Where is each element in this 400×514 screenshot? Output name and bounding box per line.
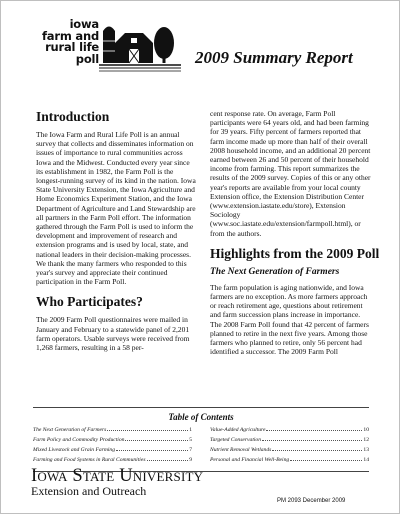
toc-entry-page: 12 <box>363 437 369 443</box>
next-generation-subheading: The Next Generation of Farmers <box>210 266 340 277</box>
highlights-heading: Highlights from the 2009 Poll <box>210 245 380 261</box>
toc-entry[interactable] <box>33 425 192 435</box>
toc-entry[interactable] <box>210 445 369 455</box>
toc-entry-label: Targeted Conservation <box>210 437 262 443</box>
logo-line-3: rural life <box>45 40 99 54</box>
toc-entry-page: 1 <box>189 427 192 433</box>
farm-poll-logo <box>33 19 183 89</box>
introduction-heading: Introduction <box>36 109 110 124</box>
toc-left-column <box>33 425 192 465</box>
toc-entry-label: Nutrient Removal Wetlands <box>210 447 272 453</box>
toc-entry-label: Personal and Financial Well-Being <box>210 457 290 463</box>
toc-entry-page: 10 <box>363 427 369 433</box>
right-column <box>210 109 380 357</box>
university-wordmark: Iowa State University <box>31 466 204 486</box>
toc-entry-page: 7 <box>189 447 192 453</box>
logo-line-4: poll <box>75 51 99 66</box>
toc-entry-label: The Next Generation of Farmers <box>33 427 107 433</box>
toc-entry[interactable] <box>210 435 369 445</box>
extension-unit: Extension and Outreach <box>31 484 147 498</box>
toc-entry-label: Farming and Food Systems in Rural Communities <box>33 457 146 463</box>
logo-text <box>33 19 99 65</box>
toc-entry[interactable] <box>33 445 192 455</box>
toc-entry-label: Value-Added Agriculture <box>210 427 266 433</box>
footer <box>31 467 371 498</box>
left-column <box>36 109 196 352</box>
barn-silo-icon <box>99 21 181 73</box>
next-generation-text: The farm population is aging nationwide, and Iowa farmers are no exception. As more farmers approach or reach retirement age, questions about retirement and farm succession plans increase in importance. The 2008 Farm Poll found that 42 percent of farmers planned to retire in the next five years. Among those farmers who planned to retire, only 56 percent had identified a successor. The 2009 Farm Poll <box>210 282 369 357</box>
toc-entry-page: 5 <box>189 437 192 443</box>
introduction-text: The Iowa Farm and Rural Life Poll is an annual survey that collects and disseminates information on issues of importance to rural communities across Iowa and the Midwest. Conducted every year since its establishment in 1982, the Farm Poll is the longest-running survey of its kind in the nation. Iowa State University Extension, the Iowa Agriculture and Home Economics Experiment Station, and the Iowa Department of Agriculture and Land Stewardship are all partners in the Farm Poll effort. The information gathered through the Farm Poll is used to inform the development and improvement of research and extension programs and is used by local, state, and national leaders in their decision-making processes. We thank the many farmers who responded to this year's survey and appreciate their continued participation in the Farm Poll. <box>36 130 196 287</box>
table-of-contents <box>33 407 369 472</box>
toc-entry-page: 13 <box>363 447 369 453</box>
university-name <box>31 467 371 485</box>
report-title: 2009 Summary Report <box>195 48 353 67</box>
toc-entry-label: Mixed Livestock and Grain Farming <box>33 447 116 453</box>
toc-right-column <box>210 425 369 465</box>
participants-text: The 2009 Farm Poll questionnaires were mailed in January and February to a statewide panel of 2,201 farm operators. Usable surveys were received from 1,268 farmers, resulting in a 58 per- <box>36 315 190 353</box>
toc-entry[interactable] <box>33 435 192 445</box>
publication-number: PM 2093 December 2009 <box>277 498 346 504</box>
toc-entry-page: 14 <box>363 457 369 463</box>
toc-entry[interactable] <box>210 425 369 435</box>
logo-line-1: iowa <box>69 17 99 31</box>
participants-text-continued: cent response rate. On average, Farm Poll participants were 64 years old, and had been farming for 39 years. Fifty percent of farmers reported that farm income made up more than half of their overall 2008 household income, and an additional 20 percent earned between 26 and 50 percent of their household income from farming. This report summarizes the results of the 2009 survey. Copies of this or any other year's reports are available from your local county Extension office, the Extension Distribution Center (www.extension.iastate.edu/store), Extension Sociology (www.soc.iastate.edu/extension/farmpoll.html), or from the authors. <box>210 109 371 238</box>
participants-heading: Who Participates? <box>36 294 143 310</box>
toc-entry-page: 9 <box>189 457 192 463</box>
toc-title: Table of Contents <box>168 412 234 422</box>
toc-entry-label: Farm Policy and Commodity Production <box>33 437 125 443</box>
logo-line-2: farm and <box>41 28 99 43</box>
toc-entry[interactable] <box>210 455 369 465</box>
toc-entry[interactable] <box>33 455 192 465</box>
